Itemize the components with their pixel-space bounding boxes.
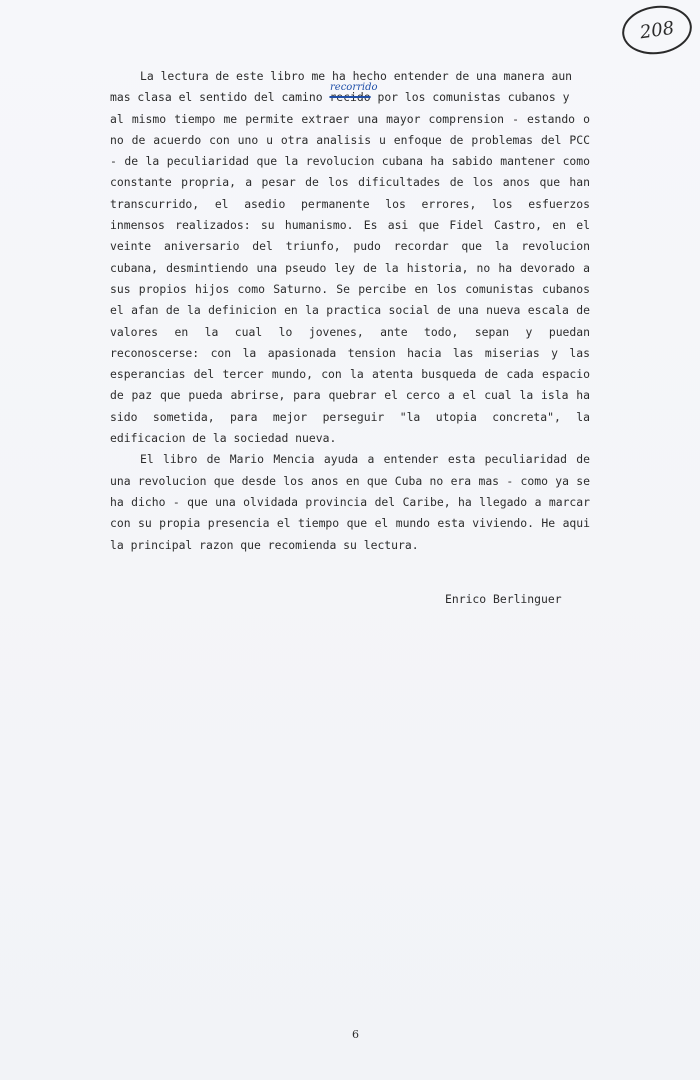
- struck-word: recido: [329, 90, 371, 105]
- paragraph-1-line-2-after: por los comunistas cubanos y: [370, 90, 570, 105]
- paragraph-1-line-2: [110, 87, 590, 108]
- page-number: 6: [352, 1028, 359, 1041]
- paragraph-2: El libro de Mario Mencia ayuda a entender esta peculiaridad de una revolucion que desde los anos en que Cuba no era mas - como ya se ha dicho - que una olvidada provincia del Caribe, ha llegado a marcar con su propia presencia el tiempo que el mundo esta viviendo. He aqui la principal razon que recomienda su lectura.: [110, 452, 590, 552]
- letter-body: [110, 66, 590, 556]
- signature-name: Enrico Berlinguer: [445, 592, 562, 606]
- paragraph-1-line-2-before: mas clasa el sentido del camino: [110, 90, 330, 105]
- handwritten-correction: recorrido: [330, 82, 378, 93]
- paragraph-1-line-1: La lectura de este libro me ha hecho entender de una manera aun: [140, 69, 573, 83]
- archive-page-stamp: [619, 1, 695, 58]
- archive-page-stamp-number: 208: [638, 17, 676, 43]
- paragraph-1-rest: al mismo tiempo me permite extraer una mayor comprension - estando o no de acuerdo con uno u otra analisis u enfoque de problemas del PCC - de la peculiaridad que la revolucion cubana ha sabido mantener como constante propria, a pesar de los dificultades de los anos que han transcurrido, el asedio permanente los errores, los esfuerzos inmensos realizados: su humanismo. Es asi que Fidel Castro, en el veinte aniversario del triunfo, pudo recordar que la revolucion cubana, desmintiendo una pseudo ley de la historia, no ha devorado a sus propios hijos como Saturno. Se percibe en los comunistas cubanos el afan de la definicion en la practica social de una nueva escala de valores en la cual lo jovenes, ante todo, sepan y puedan reconoscerse: con la apasionada tension hacia las miserias y las esperancias del tercer mundo, con la atenta busqueda de cada espacio de paz que pueda abrirse, para quebrar el cerco a el cual la isla ha sido sometida, para mejor perseguir "la utopia concreta", la edificacion de la sociedad nueva.: [110, 111, 590, 446]
